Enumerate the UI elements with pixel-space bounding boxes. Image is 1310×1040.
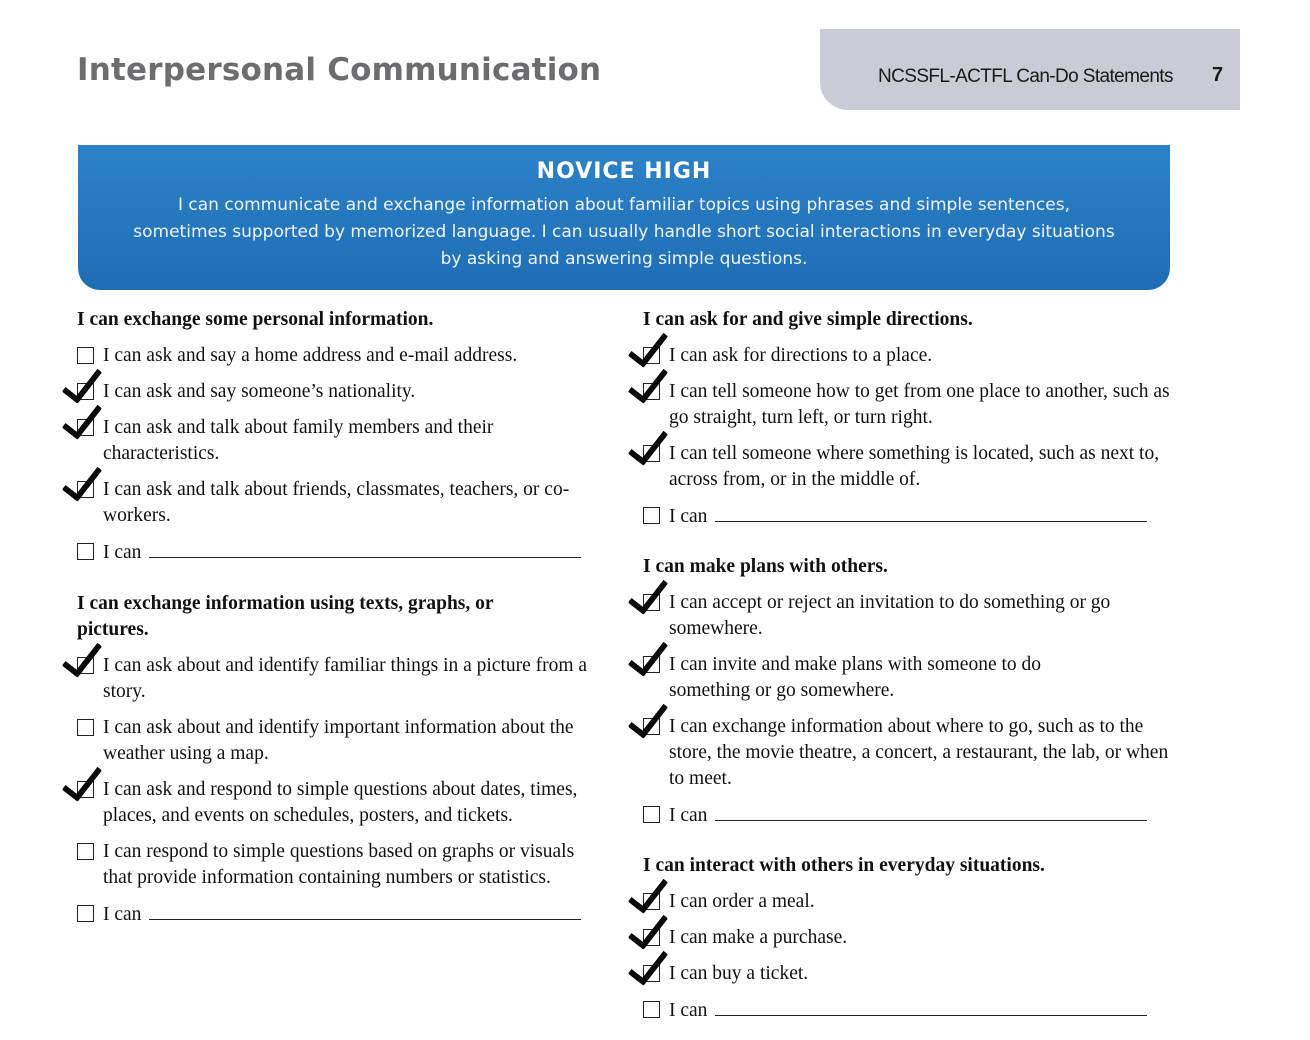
checklist-item-text: I can	[669, 506, 708, 527]
checkbox[interactable]	[77, 843, 94, 860]
section-heading-text: I can exchange information using texts, graphs, or pictures.	[77, 593, 494, 640]
section-heading: I can make plans with others.	[643, 556, 888, 577]
checklist-item-text: I can	[103, 904, 142, 925]
checklist-item	[77, 415, 617, 467]
checklist-item	[77, 777, 617, 829]
checklist-item	[77, 653, 617, 705]
checkbox[interactable]	[77, 905, 94, 922]
banner-level: NOVICE HIGH	[536, 159, 712, 184]
checkbox-checked[interactable]	[643, 383, 660, 400]
page-title: Interpersonal Communication	[77, 52, 602, 88]
checklist-item-text: I can ask and talk about family members and their characteristics.	[103, 417, 494, 464]
section-heading: I can interact with others in everyday situations.	[643, 855, 1045, 876]
checkbox[interactable]	[643, 806, 660, 823]
checklist-item	[77, 715, 617, 767]
section-heading	[77, 591, 617, 643]
checklist-item-text: I can ask and say a home address and e-mail address.	[103, 345, 518, 366]
checkbox-checked[interactable]	[77, 481, 94, 498]
checkbox[interactable]	[77, 719, 94, 736]
checklist-item-text: I can ask for directions to a place.	[669, 345, 933, 366]
checklist-item-blank	[77, 901, 617, 928]
write-in-line[interactable]	[715, 802, 1147, 821]
checklist-item-text: I can ask and say someone’s nationality.	[103, 381, 416, 402]
checklist-item-text: I can invite and make plans with someone to do something or go somewhere.	[669, 654, 1042, 701]
checkbox-checked[interactable]	[77, 657, 94, 674]
write-in-line[interactable]	[715, 503, 1147, 522]
checklist-item-text: I can make a purchase.	[669, 927, 848, 948]
write-in-line[interactable]	[149, 901, 581, 920]
checklist-item-text: I can	[103, 542, 142, 563]
checklist-item-text: I can ask about and identify important information about the weather using a map.	[103, 717, 574, 764]
checklist-item	[77, 343, 617, 369]
checkbox-checked[interactable]	[643, 718, 660, 735]
checklist-item	[643, 590, 1173, 642]
checklist-item-blank	[643, 997, 1173, 1024]
checklist-item	[643, 925, 1173, 951]
checklist-item	[643, 652, 1173, 704]
checklist-item	[643, 714, 1173, 792]
checkbox-checked[interactable]	[77, 419, 94, 436]
banner-description: I can communicate and exchange information about familiar topics using phrases and simple sentences, sometimes supported by memorized language. I can usually handle short social interactions in everyday situations by asking and answering simple questions.	[133, 195, 1115, 269]
checklist-item	[77, 379, 617, 405]
checklist-item	[643, 889, 1173, 915]
checklist-item-text: I can ask about and identify familiar things in a picture from a story.	[103, 655, 588, 702]
section-heading: I can exchange some personal information.	[77, 309, 434, 330]
checklist-item-text: I can exchange information about where to go, such as to the store, the movie theatre, a concert, a restaurant, the lab, or when to meet.	[669, 716, 1169, 789]
write-in-line[interactable]	[149, 539, 581, 558]
checkbox[interactable]	[643, 507, 660, 524]
checklist-item-blank	[643, 503, 1173, 530]
checkbox[interactable]	[643, 1001, 660, 1018]
checklist-item-text: I can ask and respond to simple questions about dates, times, places, and events on schedules, posters, and tickets.	[103, 779, 578, 826]
checklist-item-blank	[643, 802, 1173, 829]
checklist-item-text: I can tell someone how to get from one place to another, such as go straight, turn left, or turn right.	[669, 381, 1170, 428]
checklist-item-text: I can order a meal.	[669, 891, 815, 912]
checkbox-checked[interactable]	[77, 781, 94, 798]
checklist-item-text: I can buy a ticket.	[669, 963, 809, 984]
checkbox-checked[interactable]	[643, 594, 660, 611]
checklist-item	[643, 961, 1173, 987]
checklist-item-text: I can	[669, 1000, 708, 1021]
checklist-item	[643, 379, 1173, 431]
checkbox-checked[interactable]	[643, 965, 660, 982]
section-heading: I can ask for and give simple directions.	[643, 309, 973, 330]
checkbox[interactable]	[77, 543, 94, 560]
checkbox-checked[interactable]	[643, 445, 660, 462]
right-column	[643, 307, 1173, 1024]
checklist-item	[643, 343, 1173, 369]
left-column	[77, 307, 617, 928]
proficiency-banner	[78, 145, 1170, 290]
checkbox-checked[interactable]	[643, 656, 660, 673]
checklist-item	[643, 441, 1173, 493]
write-in-line[interactable]	[715, 997, 1147, 1016]
checklist-item-text: I can respond to simple questions based on graphs or visuals that provide information containing numbers or statistics.	[103, 841, 575, 888]
checklist-item-text: I can ask and talk about friends, classmates, teachers, or co-workers.	[103, 479, 570, 526]
checklist-item-text: I can	[669, 805, 708, 826]
checklist-item-text: I can tell someone where something is located, such as next to, across from, or in the middle of.	[669, 443, 1160, 490]
checklist-item-text: I can accept or reject an invitation to do something or go somewhere.	[669, 592, 1111, 639]
checklist-item-blank	[77, 539, 617, 566]
page-number: 7	[1212, 64, 1224, 86]
checklist-item	[77, 477, 617, 529]
checklist-item	[77, 839, 617, 891]
header-tab-label: NCSSFL-ACTFL Can-Do Statements	[878, 66, 1173, 87]
